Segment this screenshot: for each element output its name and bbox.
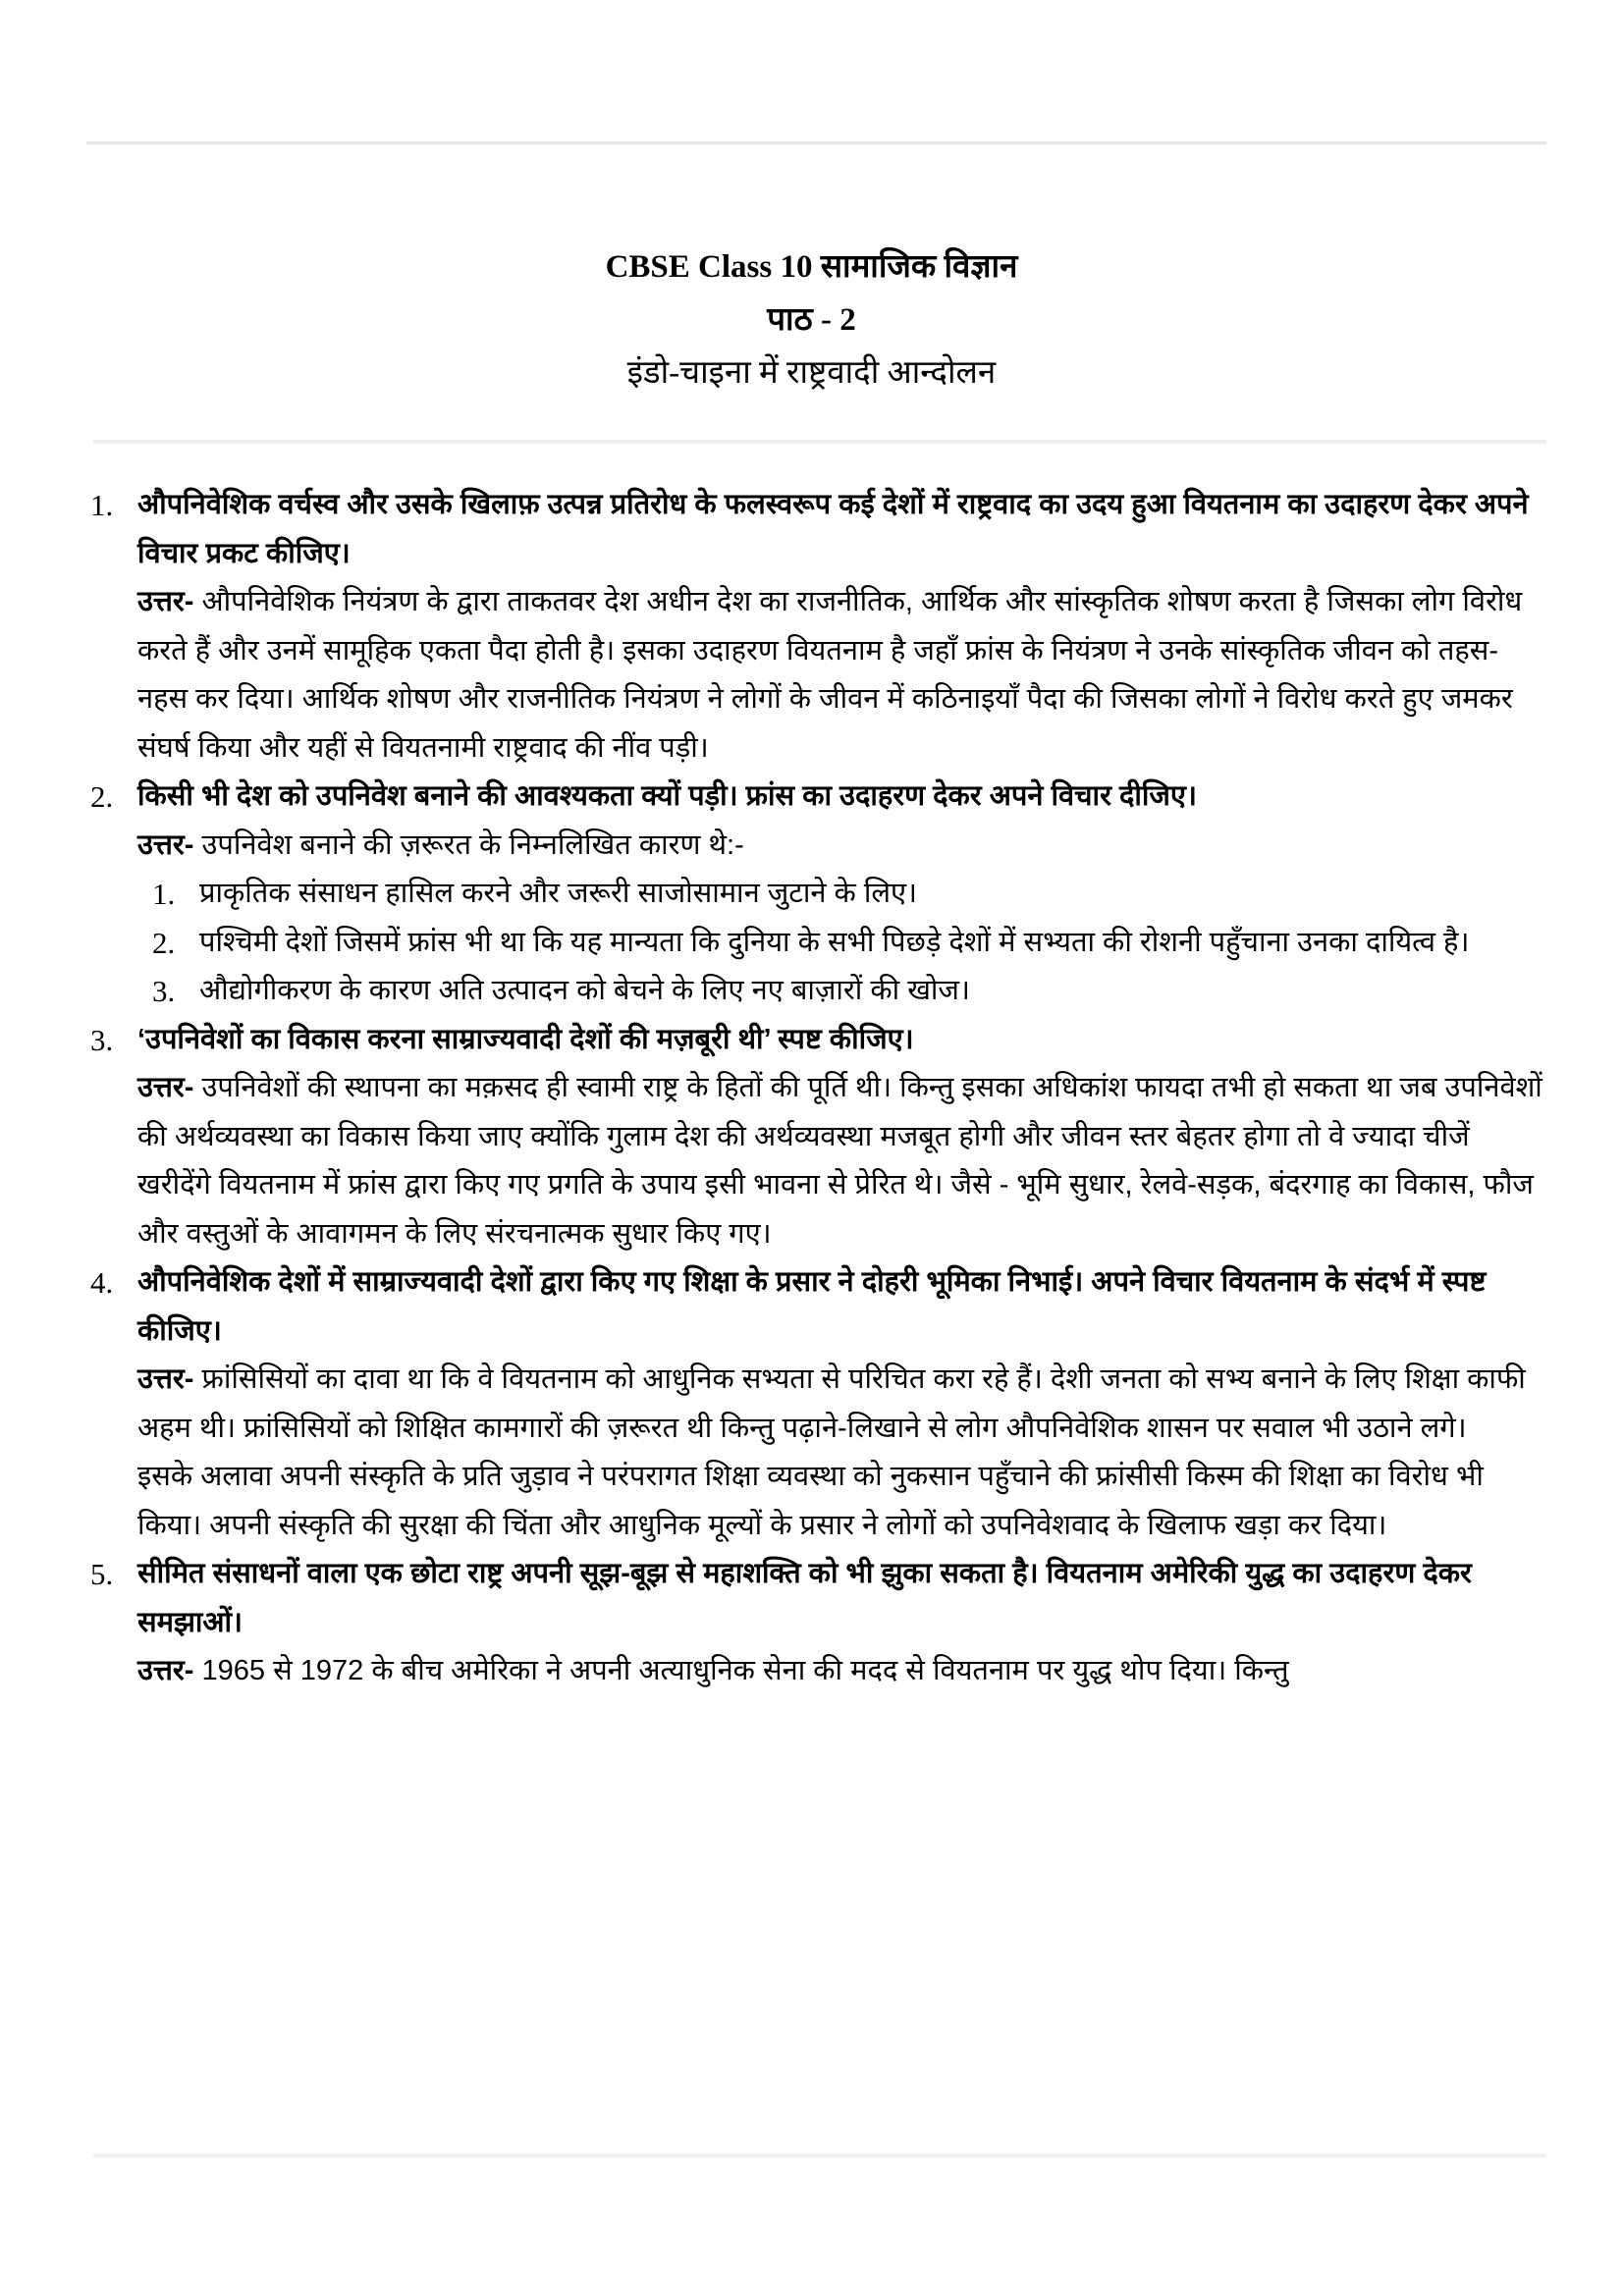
- question-number: 2.: [90, 779, 114, 814]
- list-item-text: औद्योगीकरण के कारण अति उत्पादन को बेचने के लिए नए बाज़ारों की खोज।: [199, 975, 970, 1006]
- question-number: 1.: [90, 488, 114, 522]
- list-item-number: 2.: [152, 925, 176, 960]
- question-text: सीमित संसाधनों वाला एक छोटा राष्ट्र अपनी सूझ-बूझ से महाशक्ति को भी झुका सकता है। वियतनाम अमेरिकी युद्ध का उदाहरण देकर समझाओं।: [137, 1558, 1472, 1638]
- qa-item-1: [90, 481, 1543, 773]
- answer-text: [137, 1356, 1543, 1453]
- answer-body: फ्रांसिसियों का दावा था कि वे वियतनाम को आधुनिक सभ्यता से परिचित करा रहे हैं। देशी जनता को सभ्य बनाने के लिए शिक्षा काफी अहम थी। फ्रांसिसियों को शिक्षित कामगारों की ज़रूरत थी किन्तु पढ़ाने-लिखाने से लोग औपनिवेशिक शासन पर सवाल भी उठाने लगे।: [137, 1363, 1526, 1444]
- answer-text: [137, 578, 1543, 773]
- header-divider: [93, 440, 1546, 443]
- answer-label: उत्तर-: [137, 586, 194, 617]
- answer-text: [137, 1647, 1543, 1696]
- list-item-text: पश्चिमी देशों जिसमें फ्रांस भी था कि यह मान्यता कि दुनिया के सभी पिछड़े देशों में सभ्यता की रोशनी पहुँचाना उनका दायित्व है।: [199, 926, 1470, 958]
- list-item: [152, 870, 1543, 919]
- answer-text: [137, 822, 1543, 871]
- qa-item-5: [90, 1550, 1543, 1696]
- question-text: किसी भी देश को उपनिवेश बनाने की आवश्यकता क्यों पड़ी। फ्रांस का उदाहरण देकर अपने विचार दीजिए।: [137, 780, 1197, 812]
- question-text: औपनिवेशिक वर्चस्व और उसके खिलाफ़ उत्पन्न प्रतिरोध के फलस्वरूप कई देशों में राष्ट्रवाद का उदय हुआ वियतनाम का उदाहरण देकर अपने विचार प्रकट कीजिए।: [137, 489, 1529, 569]
- answer-label: उत्तर-: [137, 1363, 194, 1395]
- document-header: [0, 240, 1623, 400]
- top-divider: [86, 141, 1546, 144]
- lesson-number: पाठ - 2: [767, 302, 856, 338]
- answer-label: उत्तर-: [137, 1072, 194, 1103]
- answer-text: [137, 1064, 1543, 1258]
- list-item: [152, 919, 1543, 968]
- document-title: CBSE Class 10 सामाजिक विज्ञान: [605, 249, 1018, 285]
- question-answer-list: [90, 481, 1543, 1696]
- qa-item-3: [90, 1016, 1543, 1259]
- question-text: औपनिवेशिक देशों में साम्राज्यवादी देशों द्वारा किए गए शिक्षा के प्रसार ने दोहरी भूमिका निभाई। अपने विचार वियतनाम के संदर्भ में स्पष्ट कीजिए।: [137, 1266, 1487, 1347]
- reasons-list: [137, 870, 1543, 1016]
- answer-body: 1965 से 1972 के बीच अमेरिका ने अपनी अत्याधुनिक सेना की मदद से वियतनाम पर युद्ध थोप दिया। किन्तु: [193, 1655, 1289, 1686]
- answer-body: औपनिवेशिक नियंत्रण के द्वारा ताकतवर देश अधीन देश का राजनीतिक, आर्थिक और सांस्कृतिक शोषण करता है जिसका लोग विरोध करते हैं और उनमें सामूहिक एकता पैदा होती है। इसका उदाहरण वियतनाम है जहाँ फ्रांस के नियंत्रण ने उनके सांस्कृतिक जीवन को तहस-नहस कर दिया। आर्थिक शोषण और राजनीतिक नियंत्रण ने लोगों के जीवन में कठिनाइयाँ पैदा की जिसका लोगों ने विरोध करते हुए जमकर संघर्ष किया और यहीं से वियतनामी राष्ट्रवाद की नींव पड़ी।: [137, 586, 1523, 764]
- question-text: ‘उपनिवेशों का विकास करना साम्राज्यवादी देशों की मज़बूरी थी’ स्पष्ट कीजिए।: [137, 1023, 914, 1055]
- question-number: 5.: [90, 1557, 114, 1591]
- list-item-text: प्राकृतिक संसाधन हासिल करने और जरूरी साजोसामान जुटाने के लिए।: [199, 878, 918, 909]
- chapter-title: इंडो-चाइना में राष्ट्रवादी आन्दोलन: [626, 355, 997, 391]
- list-item: [152, 967, 1543, 1016]
- answer-body: उपनिवेशों की स्थापना का मक़सद ही स्वामी राष्ट्र के हितों की पूर्ति थी। किन्तु इसका अधिकांश फायदा तभी हो सकता था जब उपनिवेशों की अर्थव्यवस्था का विकास किया जाए क्योंकि गुलाम देश की अर्थव्यवस्था मजबूत होगी और जीवन स्तर बेहतर होगा तो वे ज्यादा चीजें खरीदेंगे वियतनाम में फ्रांस द्वारा किए गए प्रगति के उपाय इसी भावना से प्रेरित थे। जैसे - भूमि सुधार, रेलवे-सड़क, बंदरगाह का विकास, फौज और वस्तुओं के आवागमन के लिए संरचनात्मक सुधार किए गए।: [137, 1072, 1542, 1250]
- qa-item-2: [90, 773, 1543, 1016]
- list-item-number: 1.: [152, 877, 176, 911]
- question-number: 4.: [90, 1265, 114, 1300]
- bottom-divider: [93, 2154, 1546, 2157]
- list-item-number: 3.: [152, 974, 176, 1008]
- answer-label: उत्तर-: [137, 1655, 194, 1686]
- answer-label: उत्तर-: [137, 828, 194, 861]
- qa-item-4: [90, 1258, 1543, 1550]
- answer-body: उपनिवेश बनाने की ज़रूरत के निम्नलिखित कारण थे:-: [193, 828, 744, 861]
- answer-continued: इसके अलावा अपनी संस्कृति के प्रति जुड़ाव ने परंपरागत शिक्षा व्यवस्था को नुकसान पहुँचाने की फ्रांसीसी किस्म की शिक्षा का विरोध भी किया। अपनी संस्कृति की सुरक्षा की चिंता और आधुनिक मूल्यों के प्रसार ने लोगों को उपनिवेशवाद के खिलाफ खड़ा कर दिया।: [137, 1461, 1484, 1541]
- question-number: 3.: [90, 1022, 114, 1057]
